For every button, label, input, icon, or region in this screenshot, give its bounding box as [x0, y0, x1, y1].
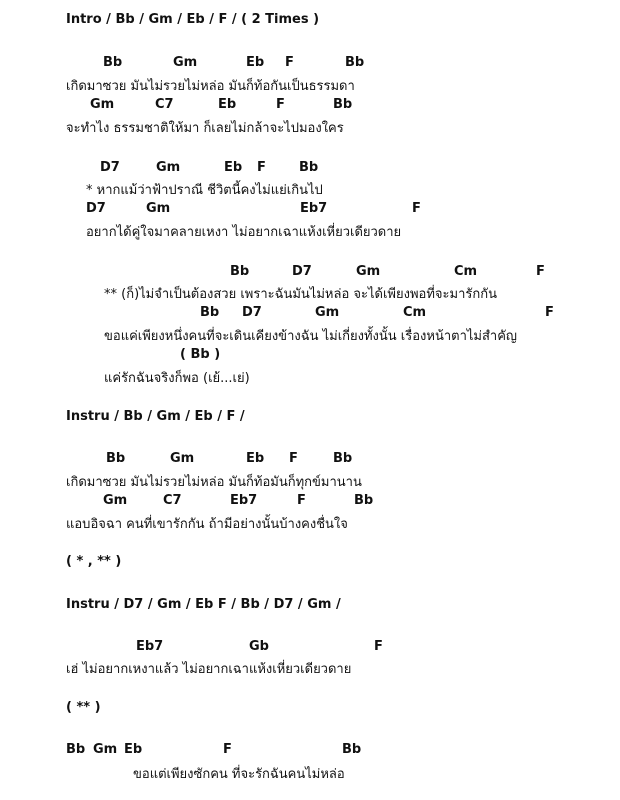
lyric-line: เฮ่ ไม่อยากเหงาแล้ว ไม่อยากเฉาแห้งเหี่ยวเดียวดาย — [66, 662, 352, 677]
chord: D7 — [86, 201, 106, 216]
chord: F — [374, 639, 383, 654]
chord: Gm — [90, 97, 115, 112]
chord-row — [0, 97, 620, 113]
chord-row — [0, 160, 620, 176]
chord: Cm — [454, 264, 478, 279]
chord: Gm — [146, 201, 171, 216]
chord: C7 — [163, 493, 182, 508]
chord: Eb7 — [300, 201, 328, 216]
chord: D7 — [100, 160, 120, 175]
chord: Bb — [345, 55, 365, 70]
chord-row — [0, 493, 620, 509]
lyric-line: * หากแม้ว่าฟ้าปราณี ชีวิตนี้คงไม่แย่เกินไป — [86, 183, 323, 198]
chord-row — [0, 347, 620, 363]
chord-row — [0, 264, 620, 280]
chord: Gm — [103, 493, 128, 508]
chord: Gm — [315, 305, 340, 320]
chord: F — [276, 97, 285, 112]
lyric-line: ** (ก็)ไม่จำเป็นต้องสวย เพราะฉันมันไม่หล่อ จะได้เพียงพอที่จะมารักกัน — [104, 287, 497, 302]
chord-row — [0, 201, 620, 217]
lyric-line: เกิดมาซวย มันไม่รวยไม่หล่อ มันก็ท้อมันก็ทุกข์มานาน — [66, 475, 362, 490]
intro-progression: Intro / Bb / Gm / Eb / F / ( 2 Times ) — [66, 12, 320, 27]
chord: Gm — [173, 55, 198, 70]
chord: Bb — [333, 97, 353, 112]
chord: Bb — [342, 742, 362, 757]
chord: Eb — [124, 742, 143, 757]
lyric-line: แค่รักฉันจริงก็พอ (เย้...เย่) — [104, 371, 250, 386]
chord: ( Bb ) — [180, 347, 221, 362]
chord: Gm — [156, 160, 181, 175]
lyric-line: ขอแต่เพียงซักคน ที่จะรักฉันคนไม่หล่อ — [133, 767, 345, 782]
chord: F — [412, 201, 421, 216]
chord: Eb7 — [230, 493, 258, 508]
chord: Bb — [230, 264, 250, 279]
chord: Gm — [93, 742, 118, 757]
chord: F — [545, 305, 554, 320]
chord: Eb — [246, 451, 265, 466]
chord: Eb — [218, 97, 237, 112]
chord-row — [0, 55, 620, 71]
lyric-line: เกิดมาซวย มันไม่รวยไม่หล่อ มันก็ท้อกันเป็นธรรมดา — [66, 79, 355, 94]
chord-row — [0, 305, 620, 321]
chord: C7 — [155, 97, 174, 112]
chord: F — [536, 264, 545, 279]
section-heading: Instru / D7 / Gm / Eb F / Bb / D7 / Gm / — [66, 597, 341, 612]
chord-row — [0, 742, 620, 758]
lyric-line: อยากได้คู่ใจมาคลายเหงา ไม่อยากเฉาแห้งเหี่ยวเดียวดาย — [86, 225, 402, 240]
chord: D7 — [242, 305, 262, 320]
chord: Gm — [356, 264, 381, 279]
chord: Bb — [200, 305, 220, 320]
chord: Bb — [299, 160, 319, 175]
chord: Bb — [106, 451, 126, 466]
chord: Bb — [333, 451, 353, 466]
chord: Gb — [249, 639, 269, 654]
chord: F — [257, 160, 266, 175]
chord: F — [297, 493, 306, 508]
chord: D7 — [292, 264, 312, 279]
section-heading: ( ** ) — [66, 700, 101, 715]
chord: F — [289, 451, 298, 466]
lyric-line: ขอแค่เพียงหนึ่งคนที่จะเดินเคียงข้างฉัน ไม่เกี่ยงทั้งนั้น เรื่องหน้าตาไม่สำคัญ — [104, 329, 517, 344]
section-heading: Instru / Bb / Gm / Eb / F / — [66, 409, 245, 424]
chord: Eb — [246, 55, 265, 70]
chord: Bb — [66, 742, 86, 757]
chord: F — [285, 55, 294, 70]
lyric-line: แอบอิจฉา คนที่เขารักกัน ถ้ามีอย่างนั้นบ้างคงชื่นใจ — [66, 517, 348, 532]
chord: Eb — [224, 160, 243, 175]
chord: Cm — [403, 305, 427, 320]
chord: Gm — [170, 451, 195, 466]
chord-row — [0, 451, 620, 467]
chord: Bb — [354, 493, 374, 508]
section-heading: ( * , ** ) — [66, 554, 122, 569]
chord-row — [0, 639, 620, 655]
chord: Eb7 — [136, 639, 164, 654]
lyric-line: จะทำไง ธรรมชาติให้มา ก็เลยไม่กล้าจะไปมองใคร — [66, 121, 344, 136]
chord: F — [223, 742, 232, 757]
chord: Bb — [103, 55, 123, 70]
